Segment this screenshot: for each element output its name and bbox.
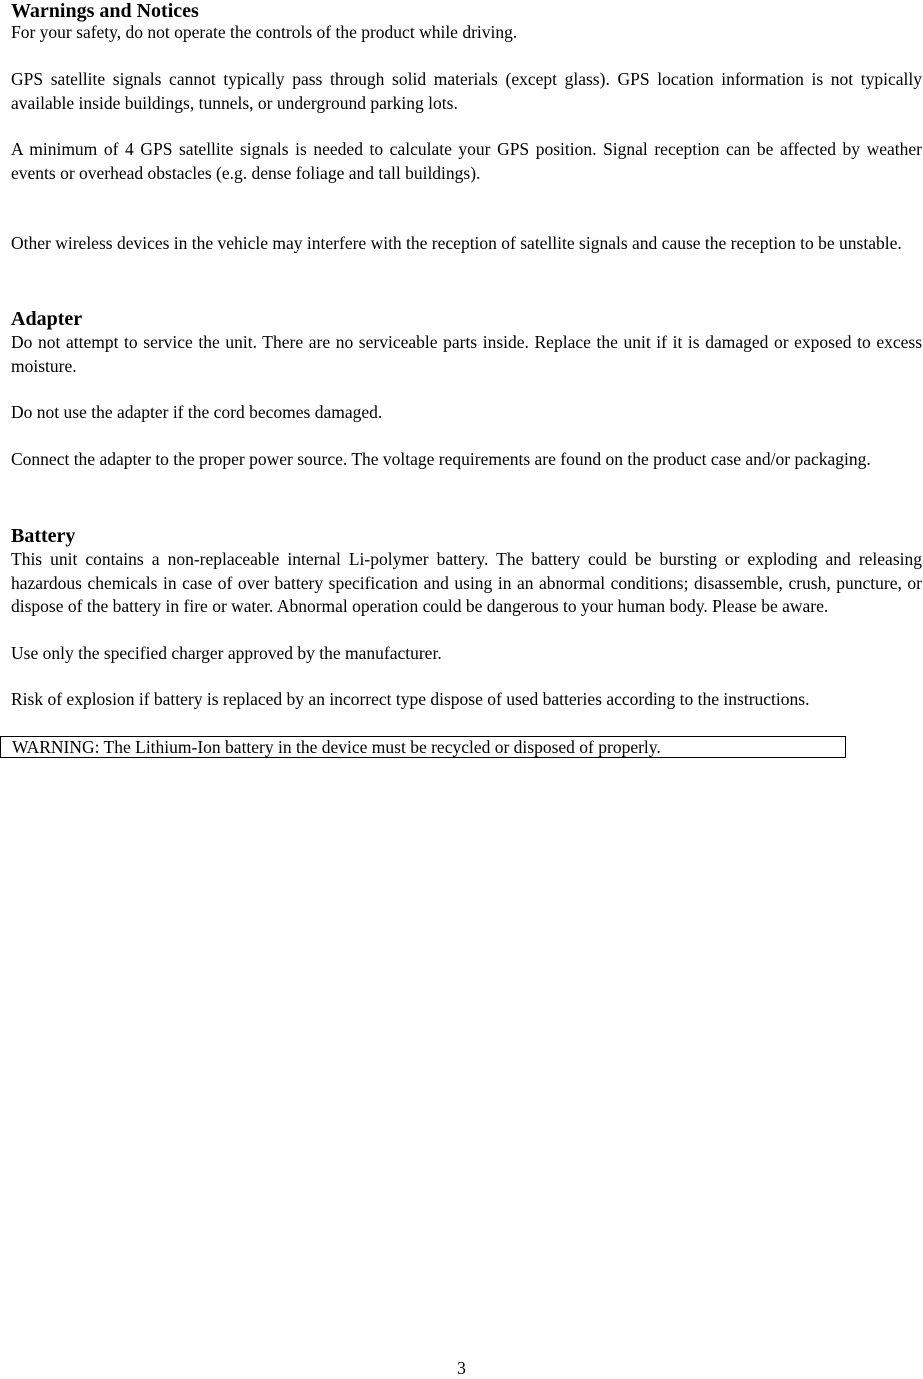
warnings-paragraph-wireless-interference: Other wireless devices in the vehicle may interfere with the reception of satellite signals and cause the reception to be unstable.: [11, 233, 902, 253]
battery-paragraph-explosion-risk: Risk of explosion if battery is replaced by an incorrect type dispose of used batteries according to the instructions.: [11, 689, 810, 709]
battery-warning-box: WARNING: The Lithium-Ion battery in the device must be recycled or disposed of properly.: [0, 736, 846, 758]
warnings-paragraph-satellite-minimum: A minimum of 4 GPS satellite signals is needed to calculate your GPS position. Signal reception can be affected by weather events or overhead obstacles (e.g. dense foliage and tall buildings).: [11, 139, 922, 183]
adapter-heading: Adapter: [11, 308, 83, 330]
battery-paragraph-internal: This unit contains a non-replaceable internal Li-polymer battery. The battery could be bursting or exploding and releasing hazardous chemicals in case of over battery specification and using in an abnormal conditions; disassemble, crush, puncture, or dispose of the battery in fire or water. Abnormal operation could be dangerous to your human body. Please be aware.: [11, 549, 922, 616]
warnings-heading: Warnings and Notices: [11, 0, 199, 22]
adapter-paragraph-service: Do not attempt to service the unit. There are no serviceable parts inside. Replace the unit if it is damaged or exposed to excess moisture.: [11, 332, 922, 376]
adapter-paragraph-cord: Do not use the adapter if the cord becomes damaged.: [11, 402, 383, 422]
adapter-paragraph-power-source: Connect the adapter to the proper power source. The voltage requirements are found on the product case and/or packaging.: [11, 449, 871, 469]
battery-heading: Battery: [11, 525, 76, 547]
warnings-paragraph-driving: For your safety, do not operate the controls of the product while driving.: [11, 22, 518, 42]
page-number: 3: [457, 1358, 466, 1378]
battery-paragraph-charger: Use only the specified charger approved by the manufacturer.: [11, 643, 442, 663]
warnings-paragraph-gps-signals: GPS satellite signals cannot typically pass through solid materials (except glass). GPS location information is not typically available inside buildings, tunnels, or underground parking lots.: [11, 69, 922, 113]
